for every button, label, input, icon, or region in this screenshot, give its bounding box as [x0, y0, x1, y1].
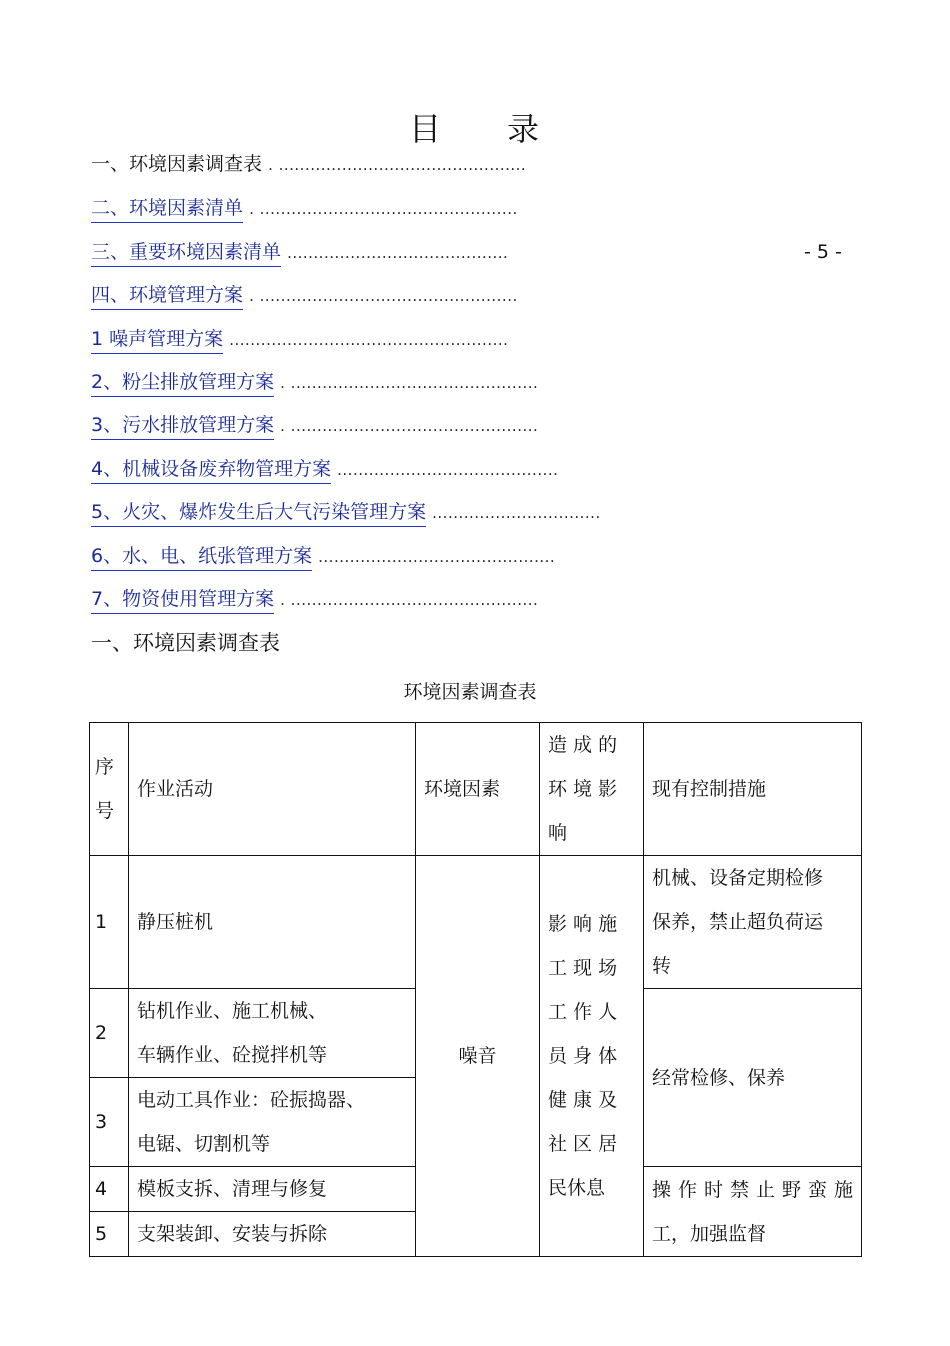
- section-heading: 一、环境因素调查表: [91, 631, 280, 655]
- table-row: [90, 856, 862, 989]
- header-impact: 造 成 的 环 境 影 响: [540, 723, 644, 856]
- toc-leader-dots: . ...............................................: [280, 591, 539, 609]
- toc-item-2[interactable]: [91, 194, 518, 222]
- toc-item-6[interactable]: [91, 368, 538, 396]
- toc-item-11[interactable]: [91, 585, 538, 613]
- row-activity: 支架装卸、安装与拆除: [129, 1212, 416, 1257]
- toc-link-label[interactable]: 二、环境因素清单: [91, 194, 243, 223]
- toc-leader-dots: . .................................................: [249, 287, 518, 305]
- header-factor: 环境因素: [416, 723, 540, 856]
- toc-item-3[interactable]: [91, 238, 508, 266]
- page-title: [0, 104, 950, 150]
- toc-leader-dots: . ...............................................: [280, 374, 539, 392]
- row-activity: 静压桩机: [129, 856, 416, 989]
- toc-leader-dots: ..........................................: [287, 244, 509, 262]
- control-cell-3: 操 作 时 禁 止 野 蛮 施 工，加强监督: [644, 1167, 862, 1257]
- toc-item-10[interactable]: [91, 542, 555, 570]
- title-char-2: 录: [507, 110, 542, 148]
- control-cell-1: 机械、设备定期检修 保养，禁止超负荷运 转: [644, 856, 862, 989]
- toc-label: 一、环境因素调查表: [91, 153, 263, 175]
- header-no: 序 号: [90, 723, 129, 856]
- toc-leader-dots: .....................................................: [229, 331, 509, 349]
- header-activity: 作业活动: [129, 723, 416, 856]
- title-char-1: 目: [408, 110, 443, 148]
- toc-leader-dots: . ...............................................: [280, 417, 539, 435]
- factor-cell: 噪音: [416, 856, 540, 1257]
- toc-link-label[interactable]: 4、机械设备废弃物管理方案: [91, 455, 331, 484]
- toc-item-5[interactable]: [91, 325, 508, 353]
- toc-leader-dots: . ...............................................: [268, 156, 527, 174]
- toc-link-label[interactable]: 四、环境管理方案: [91, 281, 243, 310]
- toc-link-label[interactable]: 3、污水排放管理方案: [91, 411, 274, 440]
- toc-link-label[interactable]: 三、重要环境因素清单: [91, 238, 281, 267]
- row-no: 3: [90, 1078, 129, 1167]
- toc-item-7[interactable]: [91, 411, 538, 439]
- toc-leader-dots: ..........................................: [337, 461, 559, 479]
- row-no: 2: [90, 989, 129, 1078]
- page-number: - 5 -: [804, 241, 842, 263]
- toc-link-label[interactable]: 1 噪声管理方案: [91, 325, 223, 354]
- toc-item-1[interactable]: [91, 150, 526, 178]
- row-activity: 钻机作业、施工机械、 车辆作业、砼搅拌机等: [129, 989, 416, 1078]
- toc-leader-dots: .............................................: [318, 548, 556, 566]
- toc-item-4[interactable]: [91, 281, 518, 309]
- environment-factor-table: [89, 722, 862, 1257]
- toc-link-label[interactable]: 6、水、电、纸张管理方案: [91, 542, 312, 571]
- row-activity: 电动工具作业：砼振捣器、 电锯、切割机等: [129, 1078, 416, 1167]
- row-activity: 模板支拆、清理与修复: [129, 1167, 416, 1212]
- table-caption: 环境因素调查表: [403, 681, 537, 703]
- toc-leader-dots: . .................................................: [249, 200, 518, 218]
- row-no: 4: [90, 1167, 129, 1212]
- header-control: 现有控制措施: [644, 723, 862, 856]
- toc-link-label[interactable]: 5、火灾、爆炸发生后大气污染管理方案: [91, 498, 426, 527]
- row-no: 5: [90, 1212, 129, 1257]
- control-cell-2: 经常检修、保养: [644, 989, 862, 1167]
- toc-item-9[interactable]: [91, 498, 601, 526]
- toc-link-label[interactable]: 7、物资使用管理方案: [91, 585, 274, 614]
- toc-item-8[interactable]: [91, 455, 558, 483]
- row-no: 1: [90, 856, 129, 989]
- toc-leader-dots: ................................: [432, 504, 601, 522]
- table-header-row: [90, 723, 862, 856]
- toc-link-label[interactable]: 2、粉尘排放管理方案: [91, 368, 274, 397]
- impact-cell: 影 响 施 工 现 场 工 作 人 员 身 体 健 康 及 社 区 居 民休息: [540, 856, 644, 1257]
